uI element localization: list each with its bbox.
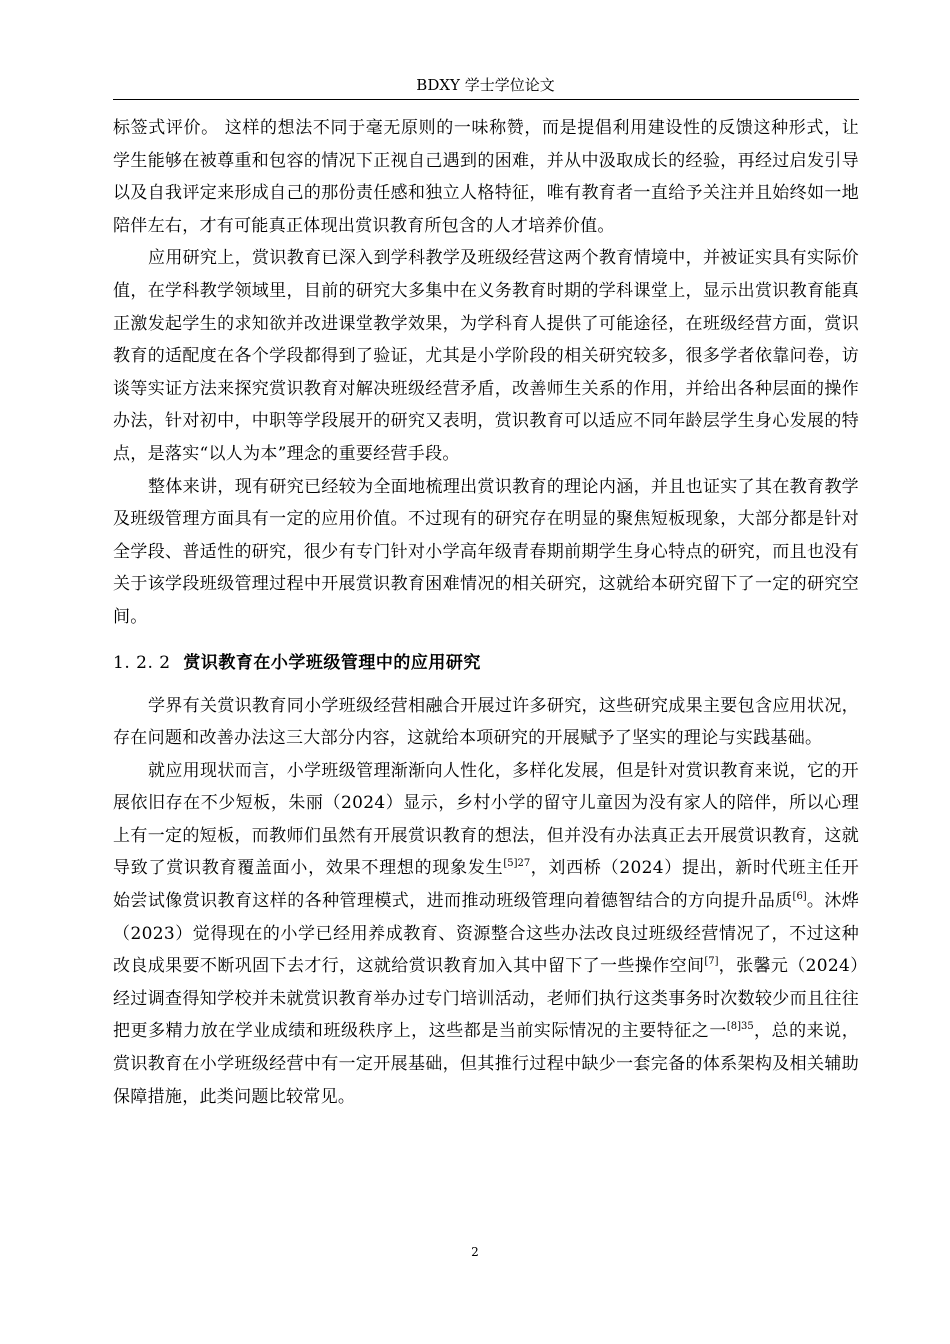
- document-body: [113, 112, 859, 1113]
- paragraph-application-research: 应用研究上，赏识教育已深入到学科教学及班级经营这两个教育情境中，并被证实具有实际价值，在学科教学领域里，目前的研究大多集中在义务教育时期的学科课堂上，显示出赏识教育能真正激发起学生的求知欲并改进课堂教学效果，为学科育人提供了可能途径，在班级经营方面，赏识教育的适配度在各个学段都得到了验证，尤其是小学阶段的相关研究较多，很多学者依靠问卷，访谈等实证方法来探究赏识教育对解决班级经营矛盾，改善师生关系的作用，并给出各种层面的操作办法，针对初中，中职等学段展开的研究又表明，赏识教育可以适应不同年龄层学生身心发展的特点，是落实“以人为本”理念的重要经营手段。: [113, 248, 859, 464]
- section-number: 1. 2. 2: [113, 652, 171, 673]
- paragraph-application-status: [113, 755, 859, 1114]
- running-header: BDXY 学士学位论文: [416, 76, 555, 94]
- header-divider: [113, 99, 859, 100]
- text-segment: ，张馨元（2024）经过调查得知学校并未就赏识教育举办过专门培训活动，老师们执行这类事务时次数较少而且往往把更多精力放在学业成绩和班级秩序上，这些都是当前实际情况的主要特征之一: [113, 956, 860, 1042]
- page-number: 2: [471, 1245, 479, 1259]
- paragraph-overall-summary: 整体来讲，现有研究已经较为全面地梳理出赏识教育的理论内涵，并且也证实了其在教育教学及班级管理方面具有一定的应用价值。不过现有的研究存在明显的聚焦短板现象，大部分都是针对全学段、普适性的研究，很少有专门针对小学高年级青春期前期学生身心特点的研究，而且也没有关于该学段班级管理过程中开展赏识教育困难情况的相关研究，这就给本研究留下了一定的研究空间。: [113, 476, 859, 627]
- paragraph-continuation: 标签式评价。 这样的想法不同于毫无原则的一味称赞，而是提倡利用建设性的反馈这种形式，让学生能够在被尊重和包容的情况下正视自己遇到的困难，并从中汲取成长的经验，再经过启发引导以及自我评定来形成自己的那份责任感和独立人格特征，唯有教育者一直给予关注并且始终如一地陪伴左右，才有可能真正体现出赏识教育所包含的人才培养价值。: [113, 118, 859, 236]
- text-segment: 。沐烨（2023）觉得现在的小学已经用养成教育、资源整合这些办法改良过班级经营情况了，不过这种改良成果要不断巩固下去才行，这就给赏识教育加入其中留下了一些操作空间: [113, 891, 859, 977]
- text-segment: ，刘西桥（2024）提出，新时代班主任开始尝试像赏识教育这样的各种管理模式，进而推动班级管理向着德智结合的方向提升品质: [113, 858, 859, 912]
- section-title: 赏识教育在小学班级管理中的应用研究: [183, 652, 481, 673]
- citation: [5]27: [503, 858, 531, 870]
- text-segment: 就应用现状而言，小学班级管理渐渐向人性化，多样化发展，但是针对赏识教育来说，它的开展依旧存在不少短板，朱丽（2024）显示，乡村小学的留守儿童因为没有家人的陪伴，所以心理上有一定的短板，而教师们虽然有开展赏识教育的想法，但并没有办法真正去开展赏识教育，这就导致了赏识教育覆盖面小，效果不理想的现象发生: [113, 760, 859, 879]
- citation: [6]: [792, 891, 807, 903]
- section-heading: [113, 647, 859, 679]
- citation: [8]35: [726, 1021, 754, 1033]
- paragraph-section-intro: 学界有关赏识教育同小学班级经营相融合开展过许多研究，这些研究成果主要包含应用状况，存在问题和改善办法这三大部分内容，这就给本项研究的开展赋予了坚实的理论与实践基础。: [113, 695, 859, 749]
- citation: [7]: [704, 956, 719, 968]
- text-segment: ，总的来说，赏识教育在小学班级经营中有一定开展基础，但其推行过程中缺少一套完备的体系架构及相关辅助保障措施，此类问题比较常见。: [113, 1021, 859, 1107]
